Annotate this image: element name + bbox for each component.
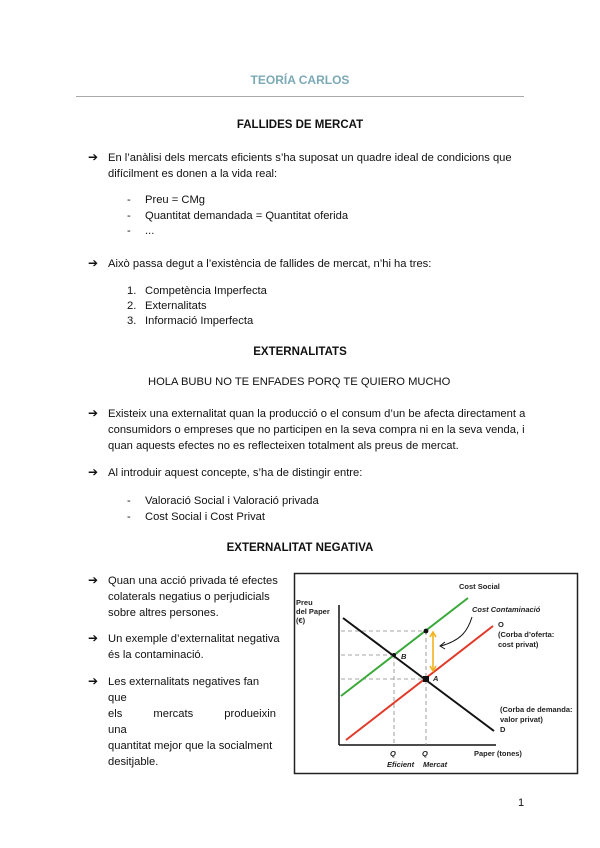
text-line: Les externalitats negatives fan que [108, 676, 260, 704]
externality-chart [293, 572, 580, 776]
point-social [424, 629, 429, 634]
text-line: consumidors o empreses que no participen en la seva compra ni en la seva venda, i [108, 424, 525, 436]
arrow-bullet-icon: ➔ [88, 674, 99, 688]
text-segment: els mercats produeixin una [108, 708, 276, 736]
text-line: quantitat mejor que la socialment [108, 740, 273, 752]
text-line: colaterals negatius o perjudicials [108, 591, 270, 603]
note-text: HOLA BUBU NO TE ENFADES PORQ TE QUIERO MUCHO [148, 376, 451, 388]
dash-bullet: - [127, 495, 131, 507]
list-item: Externalitats [145, 300, 207, 312]
list-item: Cost Social i Cost Privat [145, 511, 265, 523]
text-line: difícilment es donen a la vida real: [108, 168, 278, 180]
dash-bullet: - [127, 511, 131, 523]
y-axis-label: Preu del Paper (€) [296, 598, 330, 625]
list-item: ... [145, 225, 155, 237]
demand-label: (Corba de demanda: valor privat) D [500, 705, 573, 734]
arrow-bullet-icon: ➔ [88, 256, 99, 270]
label-cost-contaminacio: Cost Contaminació [472, 605, 541, 614]
text-line: Quan una acció privada té efectes [108, 575, 278, 587]
dash-bullet: - [127, 225, 131, 237]
label-q-mercat: Q Mercat [422, 749, 448, 769]
paragraph [108, 406, 525, 454]
paragraph [108, 573, 280, 621]
list-number: 2. [127, 300, 137, 312]
text-line [108, 706, 280, 738]
section-heading-fallides: FALLIDES DE MERCAT [236, 119, 364, 131]
text-line: desitjable. [108, 756, 159, 768]
header-divider [76, 96, 524, 97]
list-number: 3. [127, 315, 137, 327]
list-item: Preu = CMg [145, 194, 206, 206]
list-item: Informació Imperfecta [145, 315, 254, 327]
arrow-bullet-icon: ➔ [88, 150, 99, 164]
label-q-eficient: Q Eficient [387, 749, 415, 769]
text-line: Un exemple d’externalitat negativa [108, 633, 280, 645]
list-item: Competència Imperfecta [145, 285, 267, 297]
text-line: és la contaminació. [108, 649, 204, 661]
list-number: 1. [127, 285, 137, 297]
text-line: quan aquests efectes no es reflecteixen totalment als preus de mercat. [108, 440, 459, 452]
document-header-title: TEORÍA CARLOS [250, 73, 350, 87]
list-item: Quantitat demandada = Quantitat oferida [145, 210, 349, 222]
paragraph: Això passa degut a l’existència de fallides de mercat, n’hi ha tres: [108, 258, 432, 270]
x-axis-label: Paper (tones) [474, 749, 522, 758]
arrow-bullet-icon: ➔ [88, 465, 99, 479]
paragraph [108, 674, 280, 770]
dash-bullet: - [127, 210, 131, 222]
text-line: sobre altres persones. [108, 607, 219, 619]
paragraph [108, 631, 280, 663]
section-heading-externalitats: EXTERNALITATS [253, 346, 347, 358]
point-b [392, 653, 396, 657]
list-item: Valoració Social i Valoració privada [145, 495, 319, 507]
dash-bullet: - [127, 194, 131, 206]
arrow-bullet-icon: ➔ [88, 406, 99, 420]
label-cost-social: Cost Social [459, 582, 500, 591]
page-number: 1 [518, 797, 525, 809]
text-line: En l’anàlisi dels mercats eficients s’ha suposat un quadre ideal de condicions que [108, 152, 512, 164]
label-point-b: B [401, 652, 407, 661]
text-line: Existeix una externalitat quan la producció o el consum d’un be afecta directament a [108, 408, 526, 420]
arrow-bullet-icon: ➔ [88, 573, 99, 587]
paragraph [108, 150, 512, 182]
point-a [423, 676, 429, 682]
paragraph: Al introduir aquest concepte, s’ha de distingir entre: [108, 467, 363, 479]
label-point-a: A [433, 674, 439, 683]
section-heading-externalitat-negativa: EXTERNALITAT NEGATIVA [226, 542, 374, 554]
supply-label: O (Corba d’oferta: cost privat) [498, 620, 555, 649]
arrow-bullet-icon: ➔ [88, 631, 99, 645]
